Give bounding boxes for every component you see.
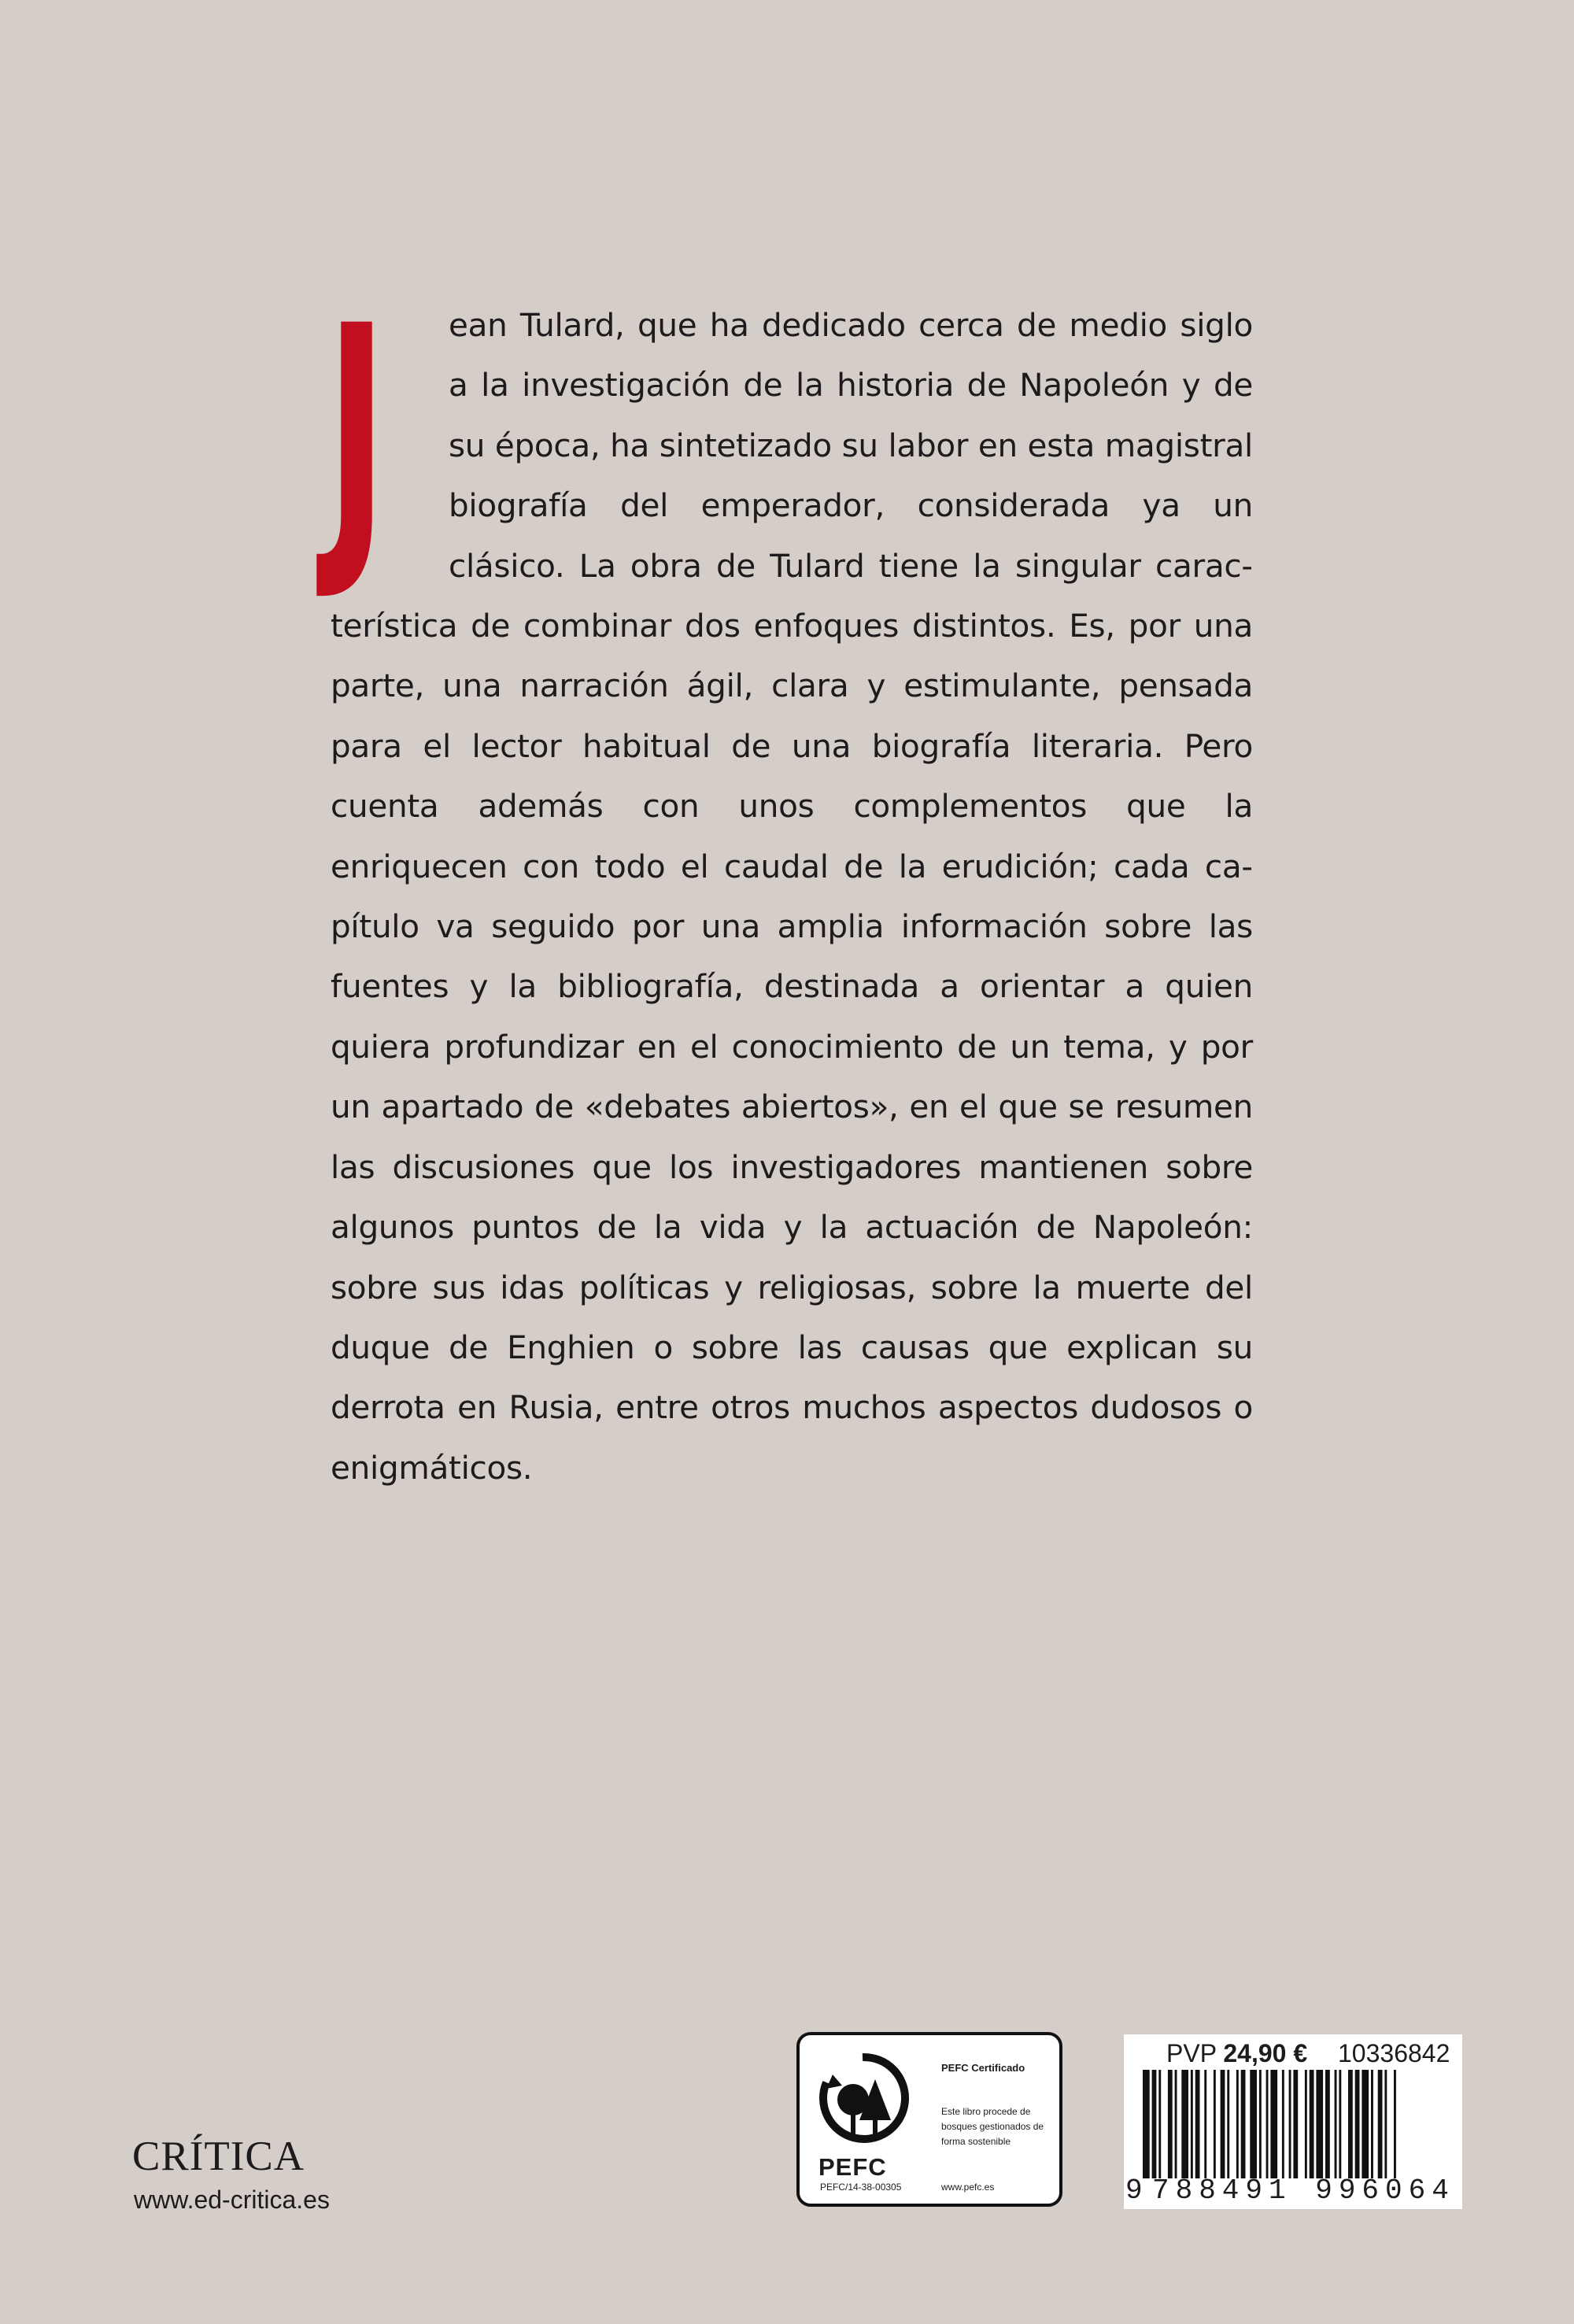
drop-cap: J <box>326 264 387 607</box>
barcode-bar <box>1181 2070 1188 2178</box>
barcode-bar <box>1214 2070 1216 2178</box>
barcode-bars <box>1143 2070 1458 2178</box>
pefc-title: PEFC Certificado <box>941 2062 1025 2074</box>
pefc-description: Este libro procede de bosques gestionados de forma sostenible <box>941 2106 1044 2147</box>
product-code: 10336842 <box>1338 2039 1450 2067</box>
barcode-bar <box>1282 2070 1284 2178</box>
barcode-bar <box>1305 2070 1307 2178</box>
back-cover-blurb <box>326 264 1253 1498</box>
barcode-bar <box>1158 2070 1161 2178</box>
barcode-bar <box>1371 2070 1373 2178</box>
barcode-bar <box>1270 2070 1277 2178</box>
barcode-bar <box>1355 2070 1360 2178</box>
barcode-bar <box>1362 2070 1369 2178</box>
price-label: PVP <box>1166 2039 1217 2067</box>
price-value: 24,90 € <box>1223 2039 1308 2067</box>
price <box>1166 2039 1307 2068</box>
pefc-certification-label <box>796 2032 1062 2207</box>
barcode-bar <box>1191 2070 1193 2178</box>
barcode-bar <box>1394 2070 1396 2178</box>
barcode-bar <box>1204 2070 1206 2178</box>
barcode-bar <box>1259 2070 1262 2178</box>
barcode-bar <box>1384 2070 1387 2178</box>
barcode-bar <box>1310 2070 1314 2178</box>
barcode-bar <box>1316 2070 1323 2178</box>
barcode-bar <box>1293 2070 1298 2178</box>
barcode-bar <box>1241 2070 1246 2178</box>
pefc-tree-icon <box>815 2051 910 2157</box>
barcode-bar <box>1289 2070 1291 2178</box>
barcode-bar <box>1168 2070 1173 2178</box>
blurb-text: ean Tulard, que ha dedicado cerca de medio siglo a la investigación de la historia de Napoleón y de su época, ha sintetizado su labor en esta magistral biografía del emperador, considerada ya un clásico. La obra de Tulard tiene la singular característica de combinar dos enfoques distintos. Es, por una parte, una narración ágil, clara y estimulante, pensada para el lector habitual de una biografía literaria. Pero cuenta además con unos complementos que la enriquecen con todo el caudal de la erudición; cada capítulo va seguido por una amplia información sobre las fuentes y la bibliografía, destinada a orientar a quien quiera profundizar en el conocimiento de un tema, y por un apartado de «debates abiertos», en el que se resumen las discusiones que los investigadores mantienen sobre algunos puntos de la vida y la actuación de Napoleón: sobre sus idas políticas y religiosas, sobre la muerte del duque de Enghien o sobre las causas que explican su derrota en Rusia, entre otros muchos aspectos dudosos o enigmáticos. <box>331 306 1253 1487</box>
barcode-bar <box>1325 2070 1330 2178</box>
barcode-bar <box>1339 2070 1341 2178</box>
isbn-prefix: 9 <box>1125 2174 1143 2207</box>
price-barcode-label <box>1124 2034 1462 2209</box>
publisher-website: www.ed-critica.es <box>134 2185 330 2214</box>
barcode-bar <box>1348 2070 1353 2178</box>
isbn-digits: 788491 996064 <box>1152 2174 1455 2207</box>
barcode-bar <box>1195 2070 1200 2178</box>
barcode-bar <box>1378 2070 1383 2178</box>
barcode-bar <box>1221 2070 1225 2178</box>
barcode-bar <box>1175 2070 1177 2178</box>
barcode-bar <box>1250 2070 1257 2178</box>
pefc-logo-text: PEFC <box>818 2153 887 2181</box>
barcode-bar <box>1227 2070 1229 2178</box>
pefc-url: www.pefc.es <box>941 2182 995 2193</box>
barcode-bar <box>1143 2070 1150 2178</box>
publisher-logo: CRÍTICA <box>132 2134 305 2179</box>
isbn-number <box>1124 2174 1462 2209</box>
barcode-bar <box>1335 2070 1337 2178</box>
barcode-bar <box>1152 2070 1157 2178</box>
pefc-code: PEFC/14-38-00305 <box>820 2182 902 2193</box>
barcode-bar <box>1236 2070 1239 2178</box>
barcode-bar <box>1266 2070 1269 2178</box>
